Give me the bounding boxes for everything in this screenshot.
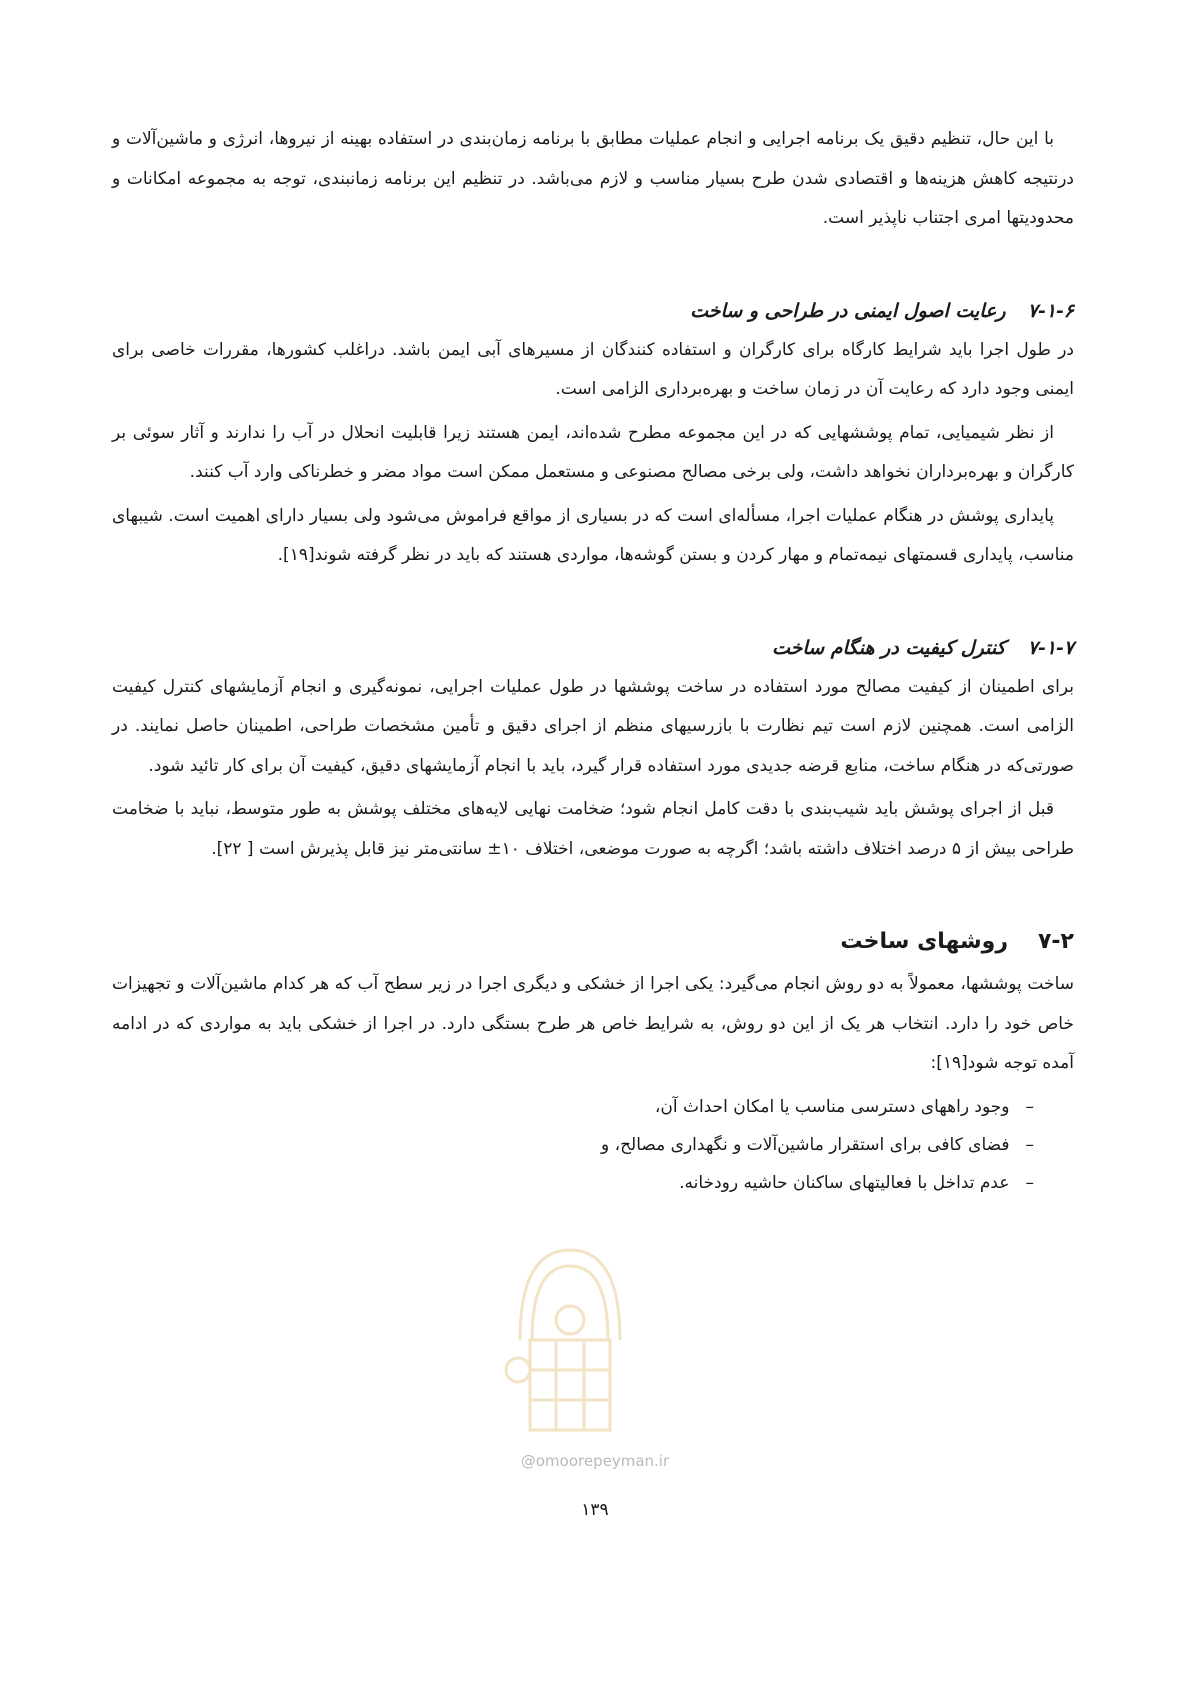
dash-marker: –	[1025, 1172, 1034, 1193]
list-item-text: عدم تداخل با فعالیتهای ساکنان حاشیه رودخانه.	[679, 1172, 1010, 1193]
body-paragraph: برای اطمینان از کیفیت مصالح مورد استفاده در ساخت پوششها در طول عملیات اجرایی، نمونه‌گیری و انجام آزمایشهای کنترل کیفیت الزامی است. همچنین لازم است تیم نظارت با بازرسیهای منظم از اجرای دقیق و تأمین مشخصات طراحی، اطمینان حاصل نمایند. در صورتی‌که در هنگام ساخت، منابع قرضه جدیدی مورد استفاده قرار گیرد، باید با انجام آزمایشهای دقیق، کیفیت آن برای کار تائید شود.	[112, 676, 1074, 776]
body-paragraph: پایداری پوشش در هنگام عملیات اجرا، مسأله‌ای است که در بسیاری از مواقع فراموش می‌شود ولی بسیار دارای اهمیت است. شیبهای مناسب، پایداری قسمتهای نیمه‌تمام و مهار کردن و بستن گوشه‌ها، مواردی هستند که باید در نظر گرفته شوند[۱۹].	[112, 505, 1074, 565]
body-paragraph: از نظر شیمیایی، تمام پوششهایی که در این مجموعه مطرح شده‌اند، ایمن هستند زیرا قابلیت انحلال در آب را ندارند و آثار سوئی بر کارگران و بهره‌برداران نخواهد داشت، ولی برخی مصالح مصنوعی و مستعمل ممکن است مواد مضر و خطرناکی وارد آب کنند.	[112, 422, 1074, 482]
section-title: روشهای ساخت	[840, 929, 1008, 954]
list-item	[112, 1164, 1034, 1202]
section-title: رعایت اصول ایمنی در طراحی و ساخت	[690, 299, 1006, 322]
section-title: کنترل کیفیت در هنگام ساخت	[772, 636, 1006, 659]
watermark-url: @omoorepeyman.ir	[520, 1452, 670, 1470]
dash-marker: –	[1025, 1134, 1034, 1155]
body-paragraph: قبل از اجرای پوشش باید شیب‌بندی با دقت کامل انجام شود؛ ضخامت نهایی لایه‌های مختلف پوشش به طور متوسط، نباید با ضخامت طراحی بیش از ۵ درصد اختلاف داشته باشد؛ اگرچه به صورت موضعی، اختلاف ۱۰± سانتی‌متر نیز قابل پذیرش است [ ۲۲].	[112, 799, 1074, 859]
dash-marker: –	[1025, 1096, 1034, 1117]
bullet-list	[112, 1088, 1074, 1202]
body-paragraph: در طول اجرا باید شرایط کارگاه برای کارگران و استفاده کنندگان از مسیرهای آبی ایمن باشد. دراغلب کشورها، مقررات خاصی برای ایمنی وجود دارد که رعایت آن در زمان ساخت و بهره‌برداری الزامی است.	[112, 339, 1074, 399]
list-item	[112, 1126, 1034, 1164]
section-heading-safety	[112, 291, 1074, 331]
watermark-seal-icon	[490, 1230, 650, 1455]
section-number: ۷-۱-۷	[1027, 636, 1074, 659]
list-item-text: وجود راههای دسترسی مناسب یا امکان احداث آن،	[654, 1096, 1010, 1117]
intro-paragraph: با این حال، تنظیم دقیق یک برنامه اجرایی و انجام عملیات مطابق با برنامه زمان‌بندی در استفاده بهینه از نیروها، انرژی و ماشین‌آلات و درنتیجه کاهش هزینه‌ها و اقتصادی شدن طرح بسیار مناسب و لازم می‌باشد. در تنظیم این برنامه زمانبندی، توجه به مجموعه امکانات و محدودیتها امری اجتناب ناپذیر است.	[112, 129, 1074, 228]
section-number: ۷-۲	[1038, 929, 1074, 954]
section-heading-methods	[112, 921, 1074, 963]
page-number: ۱۳۹	[581, 1500, 609, 1520]
list-item	[112, 1088, 1034, 1126]
section-heading-quality	[112, 628, 1074, 668]
section-number: ۷-۱-۶	[1027, 299, 1074, 322]
body-paragraph: ساخت پوششها، معمولاً به دو روش انجام می‌گیرد: یکی اجرا از خشکی و دیگری اجرا در زیر سطح آب که هر کدام ماشین‌آلات و تجهیزات خاص خود را دارد. انتخاب هر یک از این دو روش، به شرایط خاص هر طرح بستگی دارد. در اجرا از خشکی باید به مواردی که در ادامه آمده توجه شود[۱۹]:	[112, 974, 1074, 1073]
list-item-text: فضای کافی برای استقرار ماشین‌آلات و نگهداری مصالح، و	[600, 1134, 1010, 1155]
page-body	[112, 120, 1074, 1202]
